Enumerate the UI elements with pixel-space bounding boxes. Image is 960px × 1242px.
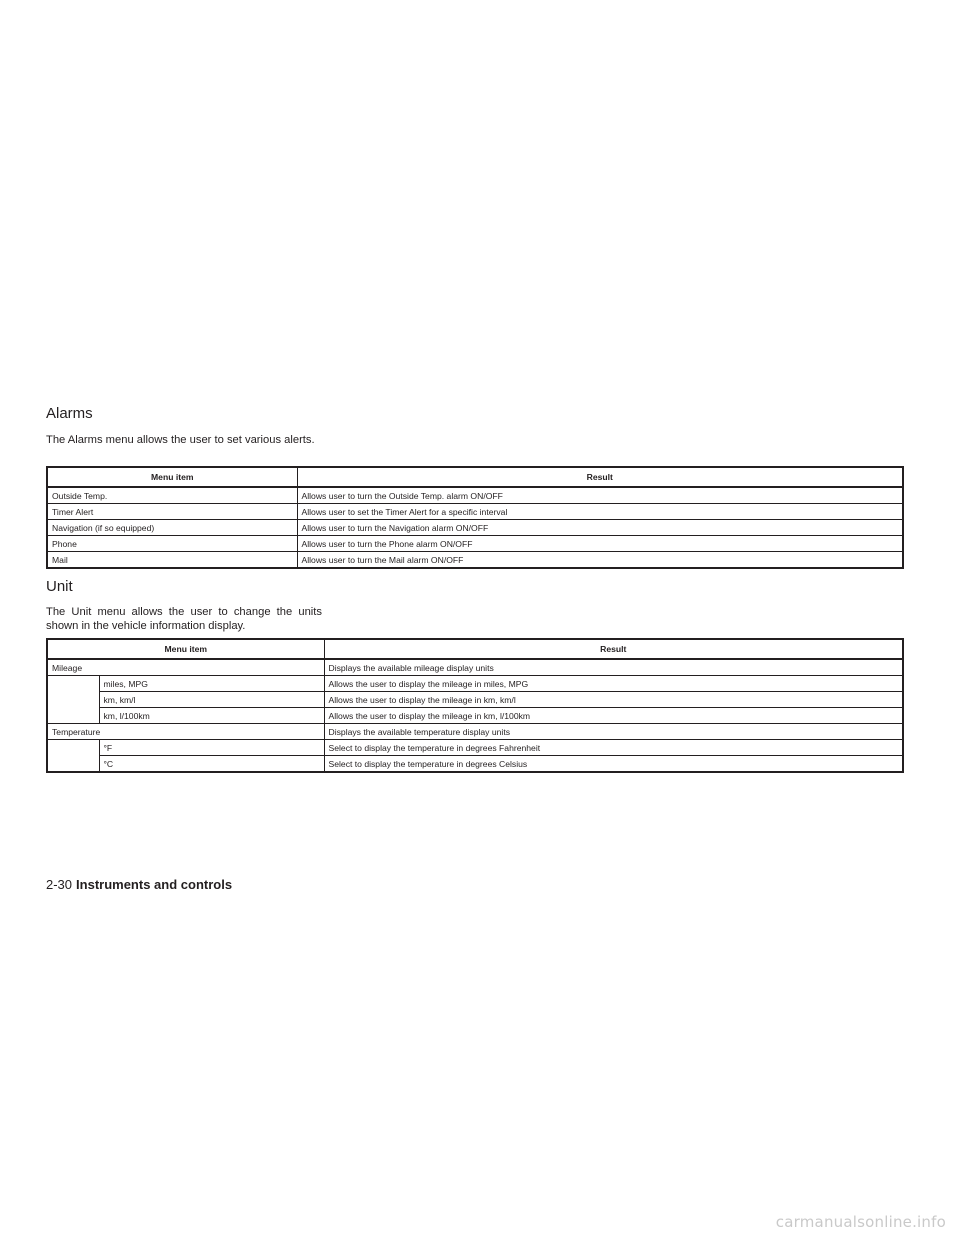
table-row: [47, 504, 903, 520]
column-header-menu-item: Menu item: [47, 467, 297, 487]
alarms-table: [46, 466, 904, 569]
table-row: [47, 692, 903, 708]
column-header-result: Result: [324, 639, 903, 659]
indent-cell: [47, 676, 99, 692]
indent-cell: [47, 708, 99, 724]
page-number: 2-30: [46, 877, 73, 892]
result-cell: Displays the available temperature display units: [324, 724, 903, 740]
table-row: [47, 552, 903, 569]
table-row: [47, 708, 903, 724]
table-header-row: [47, 467, 903, 487]
submenu-item-cell: miles, MPG: [99, 676, 324, 692]
chapter-title: Instruments and controls: [76, 877, 233, 892]
indent-cell: [47, 740, 99, 756]
alarms-intro: The Alarms menu allows the user to set various alerts.: [46, 434, 315, 446]
menu-item-cell: Phone: [47, 536, 297, 552]
table-row: [47, 724, 903, 740]
result-cell: Allows user to turn the Outside Temp. alarm ON/OFF: [297, 487, 903, 504]
submenu-item-cell: km, km/l: [99, 692, 324, 708]
menu-item-cell: Mail: [47, 552, 297, 569]
submenu-item-cell: km, l/100km: [99, 708, 324, 724]
unit-intro: The Unit menu allows the user to change the units shown in the vehicle information display.: [46, 606, 322, 632]
result-cell: Select to display the temperature in degrees Celsius: [324, 756, 903, 773]
menu-item-cell: Navigation (if so equipped): [47, 520, 297, 536]
alarms-title: Alarms: [46, 405, 93, 422]
submenu-item-cell: °F: [99, 740, 324, 756]
unit-table: [46, 638, 904, 773]
menu-item-cell: Timer Alert: [47, 504, 297, 520]
table-header-row: [47, 639, 903, 659]
menu-item-cell: Temperature: [47, 724, 324, 740]
result-cell: Allows the user to display the mileage in miles, MPG: [324, 676, 903, 692]
table-row: [47, 756, 903, 773]
page-footer: [46, 877, 232, 893]
table-row: [47, 676, 903, 692]
result-cell: Allows the user to display the mileage in km, km/l: [324, 692, 903, 708]
menu-item-cell: Mileage: [47, 659, 324, 676]
result-cell: Select to display the temperature in degrees Fahrenheit: [324, 740, 903, 756]
watermark-text: carmanualsonline.info: [775, 1213, 946, 1231]
result-cell: Allows user to set the Timer Alert for a specific interval: [297, 504, 903, 520]
table-row: [47, 659, 903, 676]
table-row: [47, 536, 903, 552]
indent-cell: [47, 756, 99, 773]
table-row: [47, 520, 903, 536]
result-cell: Allows user to turn the Navigation alarm ON/OFF: [297, 520, 903, 536]
table-row: [47, 740, 903, 756]
result-cell: Displays the available mileage display units: [324, 659, 903, 676]
indent-cell: [47, 692, 99, 708]
submenu-item-cell: °C: [99, 756, 324, 773]
result-cell: Allows the user to display the mileage in km, l/100km: [324, 708, 903, 724]
menu-item-cell: Outside Temp.: [47, 487, 297, 504]
unit-title: Unit: [46, 578, 73, 595]
result-cell: Allows user to turn the Phone alarm ON/OFF: [297, 536, 903, 552]
table-row: [47, 487, 903, 504]
column-header-menu-item: Menu item: [47, 639, 324, 659]
result-cell: Allows user to turn the Mail alarm ON/OFF: [297, 552, 903, 569]
column-header-result: Result: [297, 467, 903, 487]
